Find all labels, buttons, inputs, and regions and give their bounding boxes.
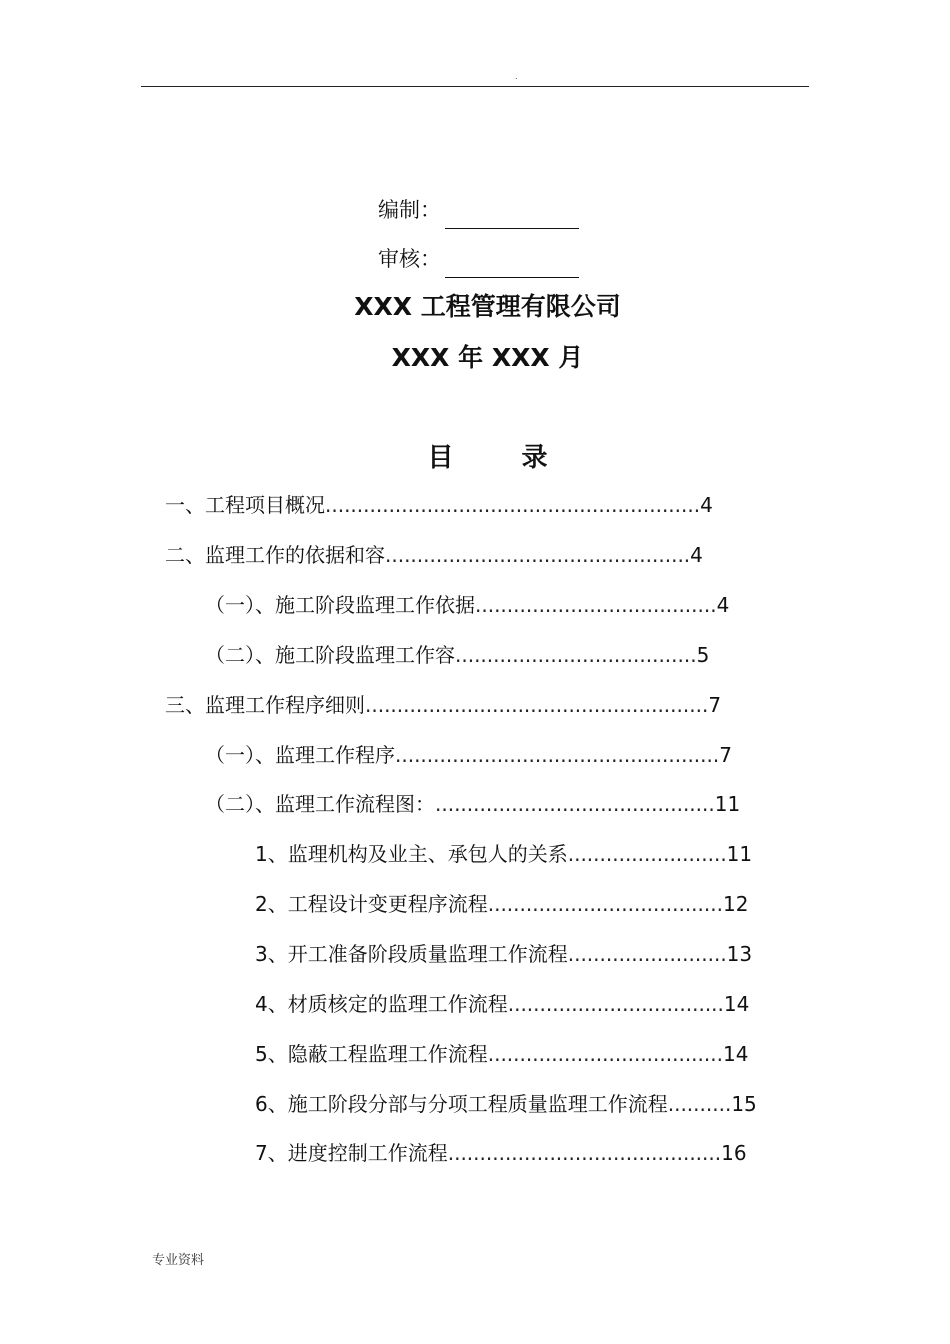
toc-entry-label: 3、开工准备阶段质量监理工作流程: [255, 942, 568, 966]
toc-entry-leader: ......................................: [455, 643, 697, 667]
toc-title-char-2: 录: [521, 443, 548, 473]
company-name: XXX 工程管理有限公司: [354, 292, 621, 321]
toc-entry-page: 11: [726, 842, 753, 866]
toc-entry-page: 15: [731, 1092, 757, 1116]
toc-entry-label: 三、监理工作程序细则: [165, 693, 365, 717]
toc-entry-page: 7: [719, 743, 732, 767]
toc-entry-page: 14: [722, 1042, 749, 1066]
toc-entry-page: 16: [721, 1141, 747, 1165]
toc-entry[interactable]: [255, 839, 752, 869]
toc-entry-label: 一、工程项目概况: [165, 493, 325, 517]
toc-entry-leader: .....................................: [487, 892, 723, 916]
toc-entry-page: 4: [700, 493, 713, 517]
toc-entry-label: 二、监理工作的依据和容: [165, 543, 385, 567]
compiled-by-row: [378, 194, 441, 224]
toc-entry-page: 12: [722, 892, 749, 916]
toc-entry-label: 2、工程设计变更程序流程: [255, 892, 488, 916]
toc-entry[interactable]: [255, 1138, 747, 1168]
toc-entry-page: 4: [690, 543, 703, 567]
toc-entry-label: （二）、监理工作流程图：: [205, 792, 435, 816]
toc-entry-label: 7、进度控制工作流程: [255, 1141, 448, 1165]
toc-entry-leader: ................................................: [385, 543, 691, 567]
document-date: XXX 年 XXX 月: [391, 343, 584, 372]
toc-entry[interactable]: [255, 939, 752, 969]
footer-label: 专业资料: [152, 1253, 205, 1268]
toc-entry-page: 14: [723, 992, 750, 1016]
toc-entry[interactable]: [205, 740, 732, 770]
reviewed-by-row: [378, 243, 441, 273]
toc-entry-leader: .........................: [567, 942, 727, 966]
toc-entry-leader: ..........: [667, 1092, 732, 1116]
toc-entry-leader: ..................................: [507, 992, 724, 1016]
toc-entry[interactable]: [205, 640, 709, 670]
reviewed-by-label: 审核：: [378, 247, 441, 271]
toc-entry-label: 4、材质核定的监理工作流程: [255, 992, 508, 1016]
toc-entry-label: 1、监理机构及业主、承包人的关系: [255, 842, 568, 866]
toc-entry-leader: ............................................: [435, 792, 715, 816]
toc-entry-leader: .........................: [567, 842, 727, 866]
toc-entry-leader: ......................................................: [365, 693, 709, 717]
toc-entry[interactable]: [165, 540, 703, 570]
toc-entry[interactable]: [205, 590, 729, 620]
toc-entry[interactable]: [165, 490, 713, 520]
toc-entry-leader: .....................................: [487, 1042, 723, 1066]
toc-entry-label: 6、施工阶段分部与分项工程质量监理工作流程: [255, 1092, 668, 1116]
toc-entry-page: 4: [716, 593, 730, 617]
reviewed-by-blank-line: [445, 277, 579, 278]
toc-entry-page: 7: [708, 693, 722, 717]
header-mark: .: [515, 72, 518, 81]
toc-entry-leader: ...........................................................: [325, 493, 701, 517]
toc-entry-label: （一）、施工阶段监理工作依据: [205, 593, 475, 617]
toc-entry[interactable]: [165, 690, 721, 720]
toc-entry-label: （二）、施工阶段监理工作容: [205, 643, 455, 667]
header-rule: [141, 86, 809, 87]
toc-entry-page: 5: [696, 643, 710, 667]
compiled-by-blank-line: [445, 228, 579, 229]
toc-entry-leader: ......................................: [475, 593, 717, 617]
toc-entry[interactable]: [205, 789, 740, 819]
toc-entry[interactable]: [255, 1039, 748, 1069]
toc-title-char-1: 目: [427, 443, 454, 473]
toc-entry-page: 13: [726, 942, 753, 966]
toc-title: [0, 437, 950, 474]
toc-entry[interactable]: [255, 989, 749, 1019]
toc-entry-label: （一）、监理工作程序: [205, 743, 395, 767]
toc-entry-page: 11: [714, 792, 741, 816]
toc-entry[interactable]: [255, 889, 748, 919]
toc-entry-leader: ...........................................: [447, 1141, 722, 1165]
toc-entry-label: 5、隐蔽工程监理工作流程: [255, 1042, 488, 1066]
compiled-by-label: 编制：: [378, 198, 441, 222]
toc-entry-leader: ...................................................: [395, 743, 720, 767]
toc-entry[interactable]: [255, 1089, 757, 1119]
